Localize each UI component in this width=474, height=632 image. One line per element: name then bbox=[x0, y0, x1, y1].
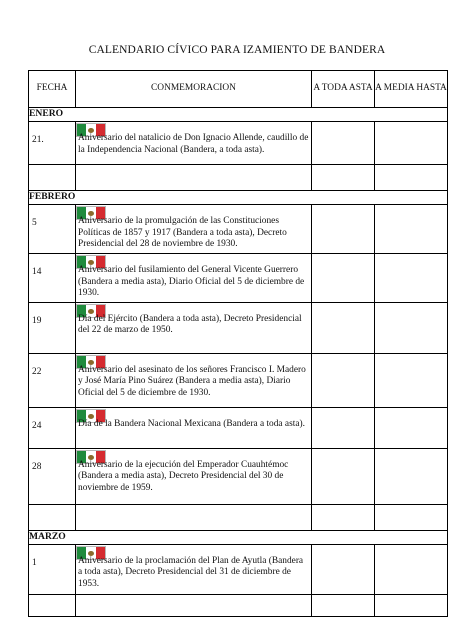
date-cell: 19 bbox=[29, 302, 76, 353]
header-media-hasta: A MEDIA HASTA bbox=[375, 71, 448, 108]
table-row bbox=[29, 544, 448, 594]
toda-asta-cell bbox=[312, 353, 375, 407]
toda-asta-cell bbox=[312, 544, 375, 594]
conmemoracion-cell bbox=[76, 122, 312, 165]
conmemoracion-cell bbox=[76, 254, 312, 303]
conmemoracion-cell bbox=[76, 302, 312, 353]
conmemoracion-cell bbox=[76, 407, 312, 448]
date-cell: 21. bbox=[29, 122, 76, 165]
month-label: ENERO bbox=[29, 108, 448, 122]
media-asta-cell bbox=[375, 122, 448, 165]
date-cell: 28 bbox=[29, 448, 76, 504]
month-label: MARZO bbox=[29, 530, 448, 544]
date-cell: 5 bbox=[29, 205, 76, 254]
conmemoracion-cell bbox=[76, 448, 312, 504]
media-asta-cell bbox=[375, 353, 448, 407]
spacer-row bbox=[29, 504, 448, 530]
conmemoracion-text: Aniversario de la ejecución del Emperador Cuauhtémoc (Bandera a media asta), Decreto Presidencial del 30 de noviembre de 1959. bbox=[78, 459, 289, 493]
toda-asta-cell bbox=[312, 448, 375, 504]
conmemoracion-text: Aniversario de la proclamación del Plan de Ayutla (Bandera a toda asta), Decreto Presidencial del 31 de diciembre de 1953. bbox=[78, 555, 304, 589]
conmemoracion-text: Aniversario de la promulgación de las Constituciones Políticas de 1857 y 1917 (Bandera a toda asta), Decreto Presidencial del 28 de noviembre de 1930. bbox=[78, 216, 287, 249]
conmemoracion-text: Aniversario del asesinato de los señores Francisco I. Madero y José María Pino Suárez (Bandera a media asta), Diario Oficial del 5 de diciembre de 1930. bbox=[78, 364, 306, 398]
media-asta-cell bbox=[375, 205, 448, 254]
toda-asta-cell bbox=[312, 254, 375, 303]
month-row bbox=[29, 191, 448, 205]
conmemoracion-cell bbox=[76, 353, 312, 407]
date-cell: 24 bbox=[29, 407, 76, 448]
conmemoracion-text: Aniversario del natalicio de Don Ignacio Allende, caudillo de la Independencia Nacional (Bandera, a toda asta). bbox=[78, 133, 309, 155]
media-asta-cell bbox=[375, 544, 448, 594]
toda-asta-cell bbox=[312, 302, 375, 353]
table-row bbox=[29, 122, 448, 165]
media-asta-cell bbox=[375, 407, 448, 448]
conmemoracion-cell bbox=[76, 544, 312, 594]
header-toda-asta: A TODA ASTA bbox=[312, 71, 375, 108]
spacer-row bbox=[29, 165, 448, 191]
toda-asta-cell bbox=[312, 407, 375, 448]
date-cell: 14 bbox=[29, 254, 76, 303]
month-label: FEBRERO bbox=[29, 191, 448, 205]
toda-asta-cell bbox=[312, 205, 375, 254]
table-row bbox=[29, 302, 448, 353]
month-row bbox=[29, 530, 448, 544]
table-row bbox=[29, 448, 448, 504]
toda-asta-cell bbox=[312, 122, 375, 165]
date-cell: 1 bbox=[29, 544, 76, 594]
page-title: CALENDARIO CÍVICO PARA IZAMIENTO DE BANDERA bbox=[88, 44, 386, 56]
date-cell: 22 bbox=[29, 353, 76, 407]
table-row bbox=[29, 205, 448, 254]
table-row bbox=[29, 254, 448, 303]
media-asta-cell bbox=[375, 254, 448, 303]
table-row bbox=[29, 353, 448, 407]
conmemoracion-text: Día del Ejército (Bandera a toda asta), Decreto Presidencial del 22 de marzo de 1950. bbox=[78, 313, 302, 335]
table-row bbox=[29, 407, 448, 448]
table-row bbox=[29, 594, 448, 616]
conmemoracion-text: Día de la Bandera Nacional Mexicana (Bandera a toda asta). bbox=[78, 418, 305, 429]
civic-calendar-table bbox=[28, 70, 448, 617]
media-asta-cell bbox=[375, 448, 448, 504]
header-conmemoracion: CONMEMORACION bbox=[76, 71, 312, 108]
media-asta-cell bbox=[375, 302, 448, 353]
header-fecha: FECHA bbox=[29, 71, 76, 108]
conmemoracion-cell bbox=[76, 205, 312, 254]
month-row bbox=[29, 108, 448, 122]
table-header-row bbox=[29, 71, 448, 108]
conmemoracion-text: Aniversario del fusilamiento del General Vicente Guerrero (Bandera a media asta), Diario Oficial del 5 de diciembre de 1930. bbox=[78, 265, 305, 298]
